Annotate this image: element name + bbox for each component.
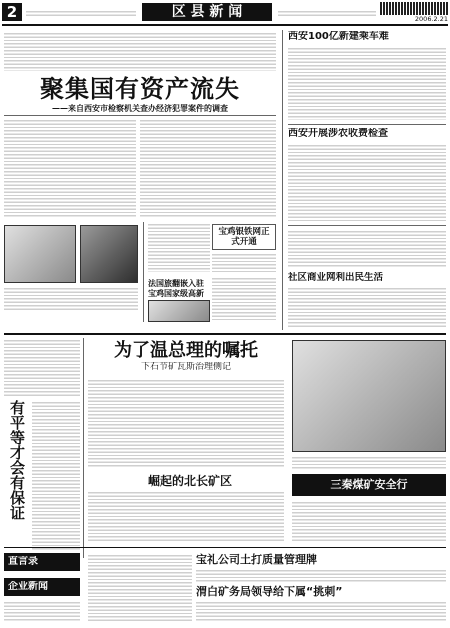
mid-headline-b: 法国旅翻嵌入驻宝鸡国家级高新	[148, 278, 204, 299]
bottom-headline-a: 宝礼公司土打质量管理牌	[196, 553, 317, 566]
cover-deck: ——来自西安市检察机关查办经济犯罪案件的调查	[52, 104, 228, 113]
center-headline: 为了温总理的嘱托	[114, 340, 258, 361]
right-top-headline: 西安100亿新建乘车难	[288, 31, 389, 42]
masthead-small-print	[26, 9, 136, 16]
cover-story-column-1	[4, 118, 136, 218]
bottom-divider	[4, 547, 446, 548]
right-mid-headline: 西安开展涉农收费检查	[288, 128, 388, 139]
bottom-left-banner-a-label: 直言录	[8, 556, 38, 567]
masthead-contact-print	[278, 9, 376, 16]
left-side-article-body-2	[32, 400, 80, 550]
right-banner: 三秦煤矿安全行	[330, 478, 408, 491]
bottom-middle-article-body	[88, 553, 192, 622]
cover-story-column-2	[140, 118, 276, 218]
section-divider	[4, 333, 446, 335]
right-banner-box	[292, 474, 446, 496]
right-third-article-body	[288, 229, 446, 267]
cover-headline: 聚集国有资产流失	[40, 75, 240, 103]
center-story-body	[88, 378, 284, 468]
bottom-article-b-body	[196, 600, 446, 622]
top-left-article-body	[4, 31, 276, 71]
left-side-headline: 有平等才会有保证	[8, 400, 26, 520]
masthead	[2, 2, 448, 28]
cover-rule	[4, 115, 276, 116]
page-number-box	[2, 3, 22, 21]
left-side-rule	[83, 338, 84, 558]
masthead-rule	[2, 24, 448, 26]
bottom-left-banner-a	[4, 553, 80, 571]
center-photo-caption	[292, 455, 446, 469]
right-mid-article-body	[288, 143, 446, 221]
page-number: 2	[6, 3, 18, 21]
cover-photo-right	[80, 225, 138, 283]
right-low-article-body	[288, 286, 446, 328]
bottom-left-banner-b	[4, 578, 80, 596]
issue-date: 2006.2.21	[414, 16, 448, 23]
mid-low-headline: 崛起的北长矿区	[147, 474, 232, 488]
right-low-headline: 社区商业网利出民生活	[288, 272, 384, 283]
bottom-left-banner-body	[4, 600, 80, 622]
photo-caption	[4, 286, 138, 312]
cover-photo-left	[4, 225, 76, 283]
right-column-rule	[282, 30, 283, 330]
mid-photo	[148, 300, 210, 322]
mid-headline-a: 宝鸡银铁网正式开通	[212, 224, 276, 250]
right-top-article-body	[288, 46, 446, 120]
right-mid-rule	[288, 225, 446, 226]
left-side-article-body	[4, 338, 80, 396]
newspaper-logo	[380, 2, 448, 15]
bottom-article-a-body	[196, 568, 446, 582]
mid-article-a-body	[212, 252, 276, 272]
section-title-bar	[142, 3, 272, 21]
mid-article-b-body	[212, 276, 276, 322]
center-photo	[292, 340, 446, 452]
mid-article-intro	[148, 222, 210, 272]
bottom-headline-b: 渭白矿务局领导给下属“挑刺”	[196, 585, 343, 598]
right-top-rule	[288, 124, 446, 125]
mid-low-article-body	[88, 490, 284, 542]
right-banner-article-body	[292, 500, 446, 542]
section-title: 区 县 新 闻	[171, 4, 243, 20]
bottom-left-banner-b-label: 企业新闻	[8, 581, 48, 592]
mid-column-rule	[143, 222, 144, 322]
center-subheadline: 下石节矿瓦斯治理侧记	[140, 362, 231, 372]
